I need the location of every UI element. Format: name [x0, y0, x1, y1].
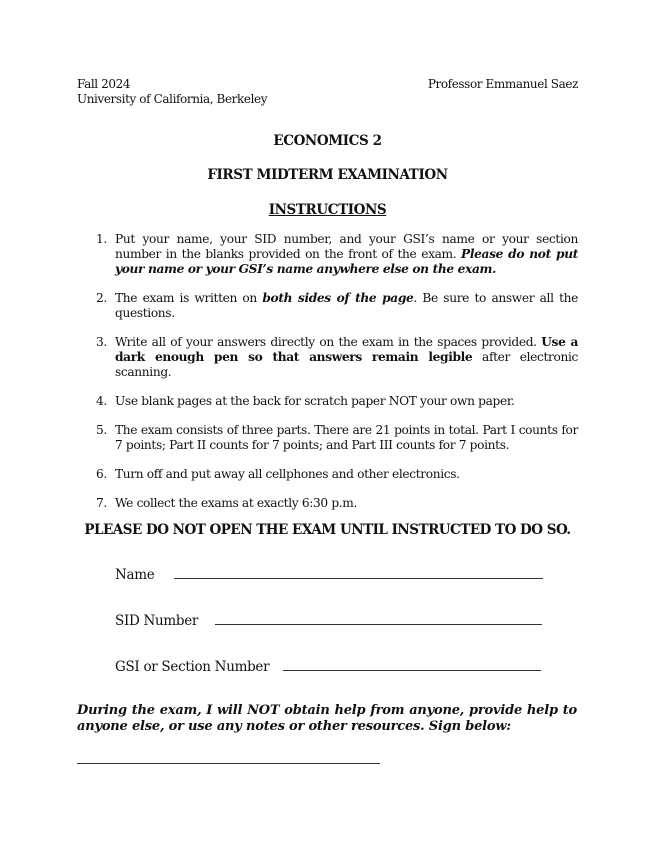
university-label: University of California, Berkeley [77, 92, 268, 106]
instruction-emphasis: both sides of the page [262, 291, 414, 305]
do-not-open-warning: PLEASE DO NOT OPEN THE EXAM UNTIL INSTRUCTED TO DO SO. [84, 522, 571, 538]
instruction-number: 1. [96, 232, 107, 246]
exam-title: FIRST MIDTERM EXAMINATION [207, 167, 448, 183]
instructions-heading: INSTRUCTIONS [268, 202, 387, 218]
instruction-number: 2. [96, 291, 107, 305]
professor-label: Professor Emmanuel Saez [427, 77, 578, 91]
instruction-number: 3. [96, 335, 107, 349]
instruction-item [96, 335, 578, 380]
gsi-field[interactable] [283, 670, 541, 671]
instruction-text [115, 335, 578, 380]
instruction-item [96, 423, 578, 453]
instruction-text: Turn off and put away all cellphones and other electronics. [115, 467, 460, 481]
instruction-item [96, 467, 578, 482]
instruction-number: 5. [96, 423, 107, 437]
instruction-item [96, 232, 578, 277]
instruction-text-part: after electronic scanning. [115, 350, 578, 379]
instruction-number: 4. [96, 394, 107, 408]
instruction-text: We collect the exams at exactly 6:30 p.m. [115, 496, 358, 510]
instructions-list [96, 232, 578, 525]
instruction-number: 7. [96, 496, 107, 510]
instruction-emphasis: Use a dark enough pen so that answers remain legible [115, 335, 578, 364]
instruction-text-part: . Be sure to answer all the questions. [115, 291, 578, 320]
term-label: Fall 2024 [77, 77, 131, 91]
instruction-item [96, 394, 578, 409]
honor-statement: During the exam, I will NOT obtain help from anyone, provide help to anyone else, or use any notes or other resources. Sign below: [77, 703, 577, 734]
instruction-item [96, 291, 578, 321]
instruction-text-part: Put your name, your SID number, and your GSI’s name or your section number in the blanks provided on the front of the exam. [115, 232, 578, 261]
header-left [77, 77, 267, 107]
course-title: ECONOMICS 2 [273, 133, 382, 149]
instruction-text: The exam consists of three parts. There are 21 points in total. Part I counts for 7 points; Part II counts for 7 points; and Part III counts for 7 points. [115, 423, 578, 452]
instruction-text [115, 291, 578, 321]
name-field[interactable] [174, 578, 543, 579]
sid-field[interactable] [215, 624, 542, 625]
sid-label: SID Number [115, 613, 199, 629]
name-label: Name [115, 567, 155, 583]
gsi-label: GSI or Section Number [115, 659, 270, 675]
instruction-text-part: Write all of your answers directly on the exam in the spaces provided. [115, 335, 542, 349]
instruction-text: Use blank pages at the back for scratch paper NOT your own paper. [115, 394, 515, 408]
instruction-text-part: The exam is written on [115, 291, 263, 305]
instruction-number: 6. [96, 467, 107, 481]
instruction-text [115, 232, 578, 277]
instruction-emphasis: Please do not put your name or your GSI’s name anywhere else on the exam. [115, 247, 578, 276]
signature-field[interactable] [77, 763, 380, 764]
instruction-item [96, 496, 578, 511]
